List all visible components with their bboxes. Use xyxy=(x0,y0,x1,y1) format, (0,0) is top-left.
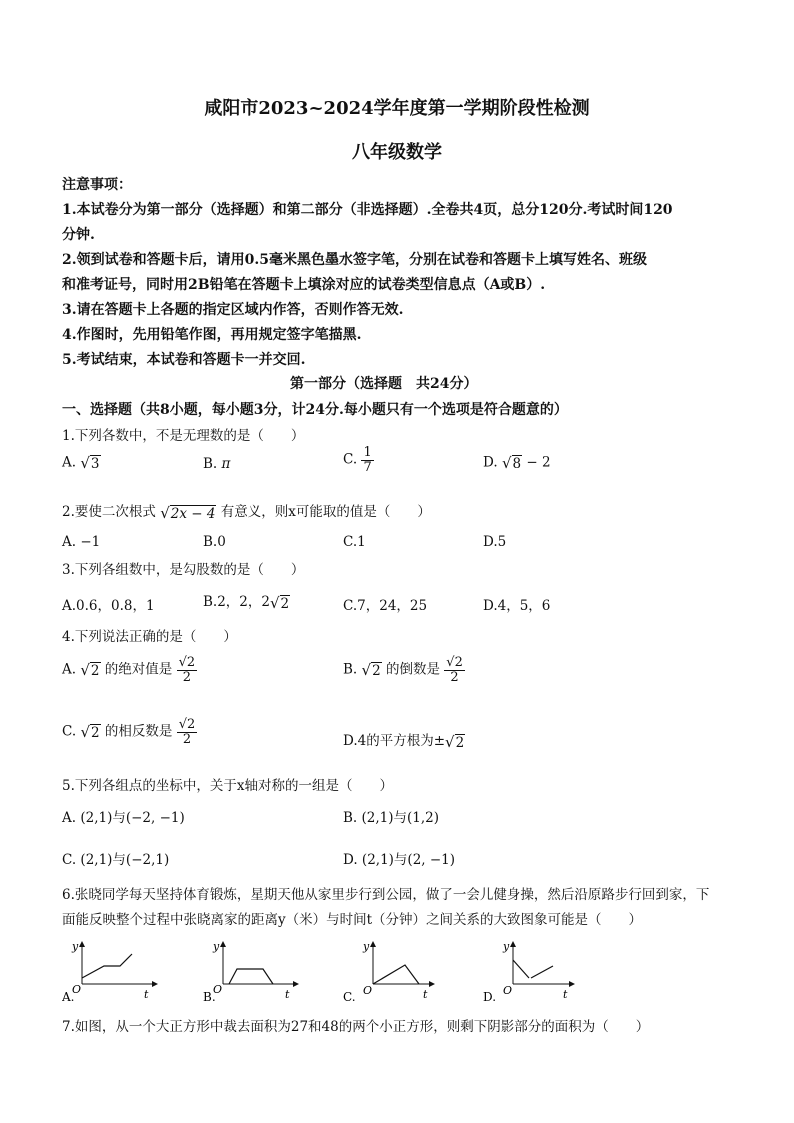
fraction: $\frac{√2}{2}$ xyxy=(178,717,196,747)
q6-stem-line2: 面能反映整个过程中张晓离家的距离y（米）与时间t（分钟）之间关系的大致图象可能是（ ） xyxy=(62,912,643,928)
option-label: B. xyxy=(203,456,218,472)
part-title: 第一部分（选择题 共24分） xyxy=(290,376,478,392)
q3-option-b: B.2，2，2√2 xyxy=(203,593,290,612)
q5-option-a: A. (2,1)与(−2, −1) xyxy=(62,810,185,826)
y-axis-label: y xyxy=(72,940,79,953)
q6-graph-a xyxy=(62,938,162,1002)
q4-option-d: D.4的平方根为±√2 xyxy=(343,732,465,751)
sqrt-expression: √2 xyxy=(269,593,290,612)
t-axis-label: t xyxy=(423,988,428,1001)
sqrt-expression: √2x − 4 xyxy=(160,503,216,522)
note-line: 5.考试结束，本试卷和答题卡一并交回. xyxy=(62,352,306,368)
q6-stem-line1: 6.张晓同学每天坚持体育锻炼，星期天他从家里步行到公园，做了一会儿健身操，然后沿原路步行回到家，下 xyxy=(62,887,710,903)
q1-option-b xyxy=(203,456,230,472)
note-line: 和准考证号，同时用2B铅笔在答题卡上填涂对应的试卷类型信息点（A或B）. xyxy=(62,277,546,293)
pi-symbol: π xyxy=(221,456,231,472)
note-line: 4.作图时，先用铅笔作图，再用规定签字笔描黑. xyxy=(62,327,362,343)
origin-label: O xyxy=(213,983,223,996)
origin-label: O xyxy=(72,983,82,996)
q5-option-c: C. (2,1)与(−2,1) xyxy=(62,852,170,868)
q4-option-a: A. √2 的绝对值是 $\frac{√2}{2}$ xyxy=(62,655,196,685)
sqrt-expression: √2 xyxy=(445,732,465,751)
fraction: $\frac{√2}{2}$ xyxy=(446,655,463,685)
graph-option-label: A. xyxy=(62,990,75,1002)
q7-stem: 7.如图，从一个大正方形中裁去面积为27和48的两个小正方形，则剩下阴影部分的面积为（ ） xyxy=(62,1019,650,1035)
q1-option-d xyxy=(483,454,551,472)
fraction: $\frac{√2}{2}$ xyxy=(178,655,196,685)
q2-stem: 2.要使二次根式 √2x − 4 有意义，则x可能取的值是（ ） xyxy=(62,503,431,522)
note-line: 3.请在答题卡上各题的指定区域内作答，否则作答无效. xyxy=(62,302,404,318)
q6-graph-d xyxy=(483,938,583,1002)
q4-option-c: C. √2 的相反数是 $\frac{√2}{2}$ xyxy=(62,717,196,747)
exam-subtitle: 八年级数学 xyxy=(352,142,442,163)
q5-option-b: B. (2,1)与(1,2) xyxy=(343,810,440,826)
q3-option-c: C.7，24，25 xyxy=(343,598,428,614)
q3-option-a: A.0.6，0.8，1 xyxy=(62,598,155,614)
section-heading: 一、选择题（共8小题，每小题3分，计24分.每小题只有一个选项是符合题意的） xyxy=(62,402,568,418)
exam-title: 咸阳市2023~2024学年度第一学期阶段性检测 xyxy=(204,98,590,119)
fraction: $\frac{1}{7}$ xyxy=(363,445,372,475)
q5-stem: 5.下列各组点的坐标中，关于x轴对称的一组是（ ） xyxy=(62,778,393,794)
q1-option-c xyxy=(343,446,374,474)
q2-option-c: C.1 xyxy=(343,534,366,550)
t-axis-label: t xyxy=(285,988,290,1001)
graph-option-label: B. xyxy=(203,990,216,1002)
origin-label: O xyxy=(363,984,373,997)
sqrt-expression: √3 xyxy=(80,454,100,472)
q6-graph-c xyxy=(343,938,443,1002)
note-line: 2.领到试卷和答题卡后，请用0.5毫米黑色墨水签字笔，分别在试卷和答题卡上填写姓名、班级 xyxy=(62,252,647,268)
option-label: C. xyxy=(343,451,358,468)
y-axis-label: y xyxy=(213,940,220,953)
sqrt-expression: √8 xyxy=(501,454,522,472)
q4-option-b: B. √2 的倒数是 $\frac{√2}{2}$ xyxy=(343,655,463,685)
q2-option-d: D.5 xyxy=(483,534,507,550)
notes-heading: 注意事项： xyxy=(62,177,132,193)
sqrt-expression: √2 xyxy=(361,661,381,680)
y-axis-label: y xyxy=(503,940,510,953)
origin-label: O xyxy=(503,984,513,997)
y-axis-label: y xyxy=(363,940,370,953)
note-line: 1.本试卷分为第一部分（选择题）和第二部分（非选择题）.全卷共4页，总分120分.考试时间120 xyxy=(62,202,673,218)
graph-option-label: C. xyxy=(343,990,356,1002)
q4-stem: 4.下列说法正确的是（ ） xyxy=(62,629,237,645)
graph-option-label: D. xyxy=(483,990,497,1002)
expression-tail: − 2 xyxy=(526,454,551,471)
q1-option-a xyxy=(62,454,101,472)
q2-option-a: A. −1 xyxy=(62,534,101,550)
option-label: D. xyxy=(483,454,498,471)
q5-option-d: D. (2,1)与(2, −1) xyxy=(343,852,456,868)
q3-stem: 3.下列各组数中，是勾股数的是（ ） xyxy=(62,562,305,578)
t-axis-label: t xyxy=(563,988,568,1001)
t-axis-label: t xyxy=(144,988,149,1001)
option-label: A. xyxy=(62,454,77,471)
sqrt-expression: √2 xyxy=(80,723,100,742)
q6-graph-b xyxy=(203,938,303,1002)
q2-option-b: B.0 xyxy=(203,534,226,550)
q1-stem: 1.下列各数中，不是无理数的是（ ） xyxy=(62,428,305,444)
note-line: 分钟. xyxy=(62,227,95,243)
sqrt-expression: √2 xyxy=(80,661,100,680)
q3-option-d: D.4，5，6 xyxy=(483,598,551,614)
